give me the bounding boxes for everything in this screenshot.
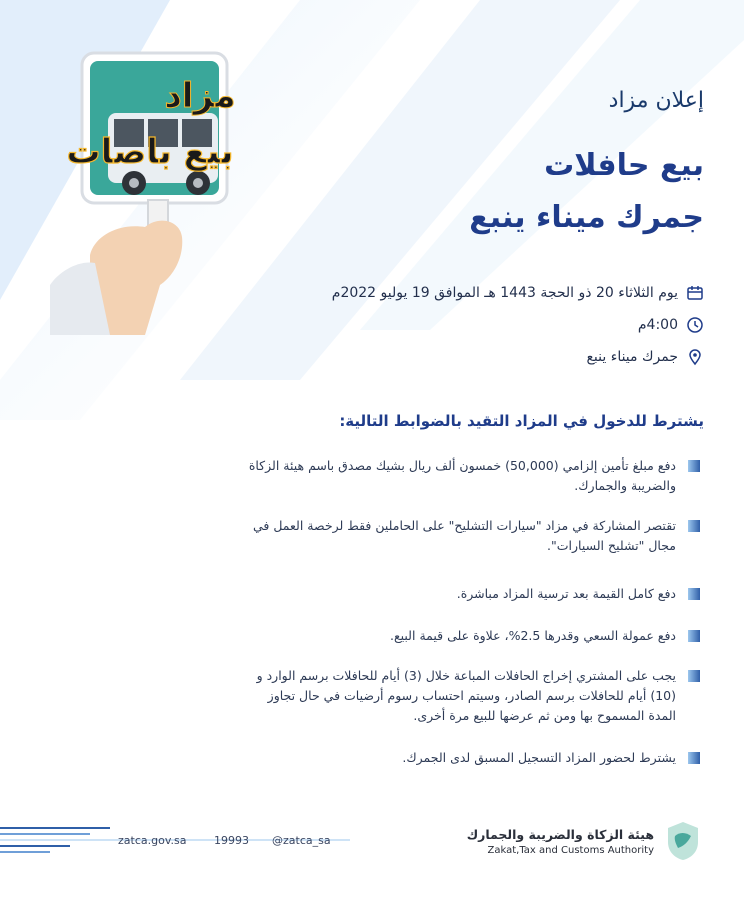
square-bullet-icon — [688, 588, 700, 600]
square-bullet-icon — [688, 520, 700, 532]
square-bullet-icon — [688, 670, 700, 682]
calendar-icon — [686, 284, 704, 302]
sign-text-top: مزاد — [164, 76, 236, 116]
list-item — [246, 748, 704, 768]
condition-text: يشترط لحضور المزاد التسجيل المسبق لدى الجمرك. — [402, 750, 676, 765]
zatca-brand — [467, 820, 702, 862]
announcement-title-line1: بيع حافلات — [544, 148, 704, 183]
condition-text: دفع مبلغ تأمين إلزامي (50,000) خمسون ألف ريال بشيك مصدق باسم هيئة الزكاة والضريبة والجمارك. — [248, 458, 676, 493]
footer-website-link[interactable]: zatca.gov.sa — [118, 834, 187, 847]
conditions-heading: يشترط للدخول في المزاد التقيد بالضوابط التالية: — [339, 412, 704, 430]
condition-text: دفع كامل القيمة بعد ترسية المزاد مباشرة. — [456, 586, 676, 601]
announcement-kicker: إعلان مزاد — [608, 88, 704, 113]
square-bullet-icon — [688, 460, 700, 472]
announcement-title-line2: جمرك ميناء ينبع — [469, 200, 704, 235]
auction-location-row — [586, 348, 704, 366]
list-item — [246, 516, 704, 556]
list-item — [246, 456, 704, 496]
list-item — [246, 584, 704, 604]
auction-location: جمرك ميناء ينبع — [586, 349, 678, 365]
org-name-arabic: هيئة الزكاة والضريبة والجمارك — [466, 826, 654, 842]
auction-sign-illustration — [50, 45, 245, 335]
org-name-english: Zakat,Tax and Customs Authority — [487, 844, 654, 856]
condition-text: دفع عمولة السعي وقدرها 2.5%، علاوة على قيمة البيع. — [390, 628, 676, 643]
square-bullet-icon — [688, 752, 700, 764]
footer-social-handle[interactable]: @zatca_sa — [272, 834, 331, 847]
location-pin-icon — [686, 348, 704, 366]
footer-phone: 19993 — [214, 834, 249, 847]
auction-date-row — [332, 284, 704, 302]
condition-text: يجب على المشتري إخراج الحافلات المباعة خلال (3) أيام للحافلات برسم الوارد و (10) أيام للحافلات برسم الصادر، وسيتم احتساب رسوم أرضيات في حال تجاوز المدة المسموح بها ومن ثم عرضها للبيع مرة أخرى. — [256, 668, 676, 723]
list-item — [246, 666, 704, 726]
clock-icon — [686, 316, 704, 334]
list-item — [246, 626, 704, 646]
condition-text: تقتصر المشاركة في مزاد "سيارات التشليح" على الحاملين فقط لرخصة العمل في مجال "تشليح السيارات". — [252, 518, 676, 553]
auction-time-row — [638, 316, 704, 334]
auction-time: 4:00م — [637, 317, 678, 333]
sign-text-bottom: بيع باصات — [66, 132, 234, 172]
square-bullet-icon — [688, 630, 700, 642]
zatca-logo-icon — [664, 820, 702, 862]
auction-date: يوم الثلاثاء 20 ذو الحجة 1443 هـ الموافق 19 يوليو 2022م — [331, 285, 678, 301]
